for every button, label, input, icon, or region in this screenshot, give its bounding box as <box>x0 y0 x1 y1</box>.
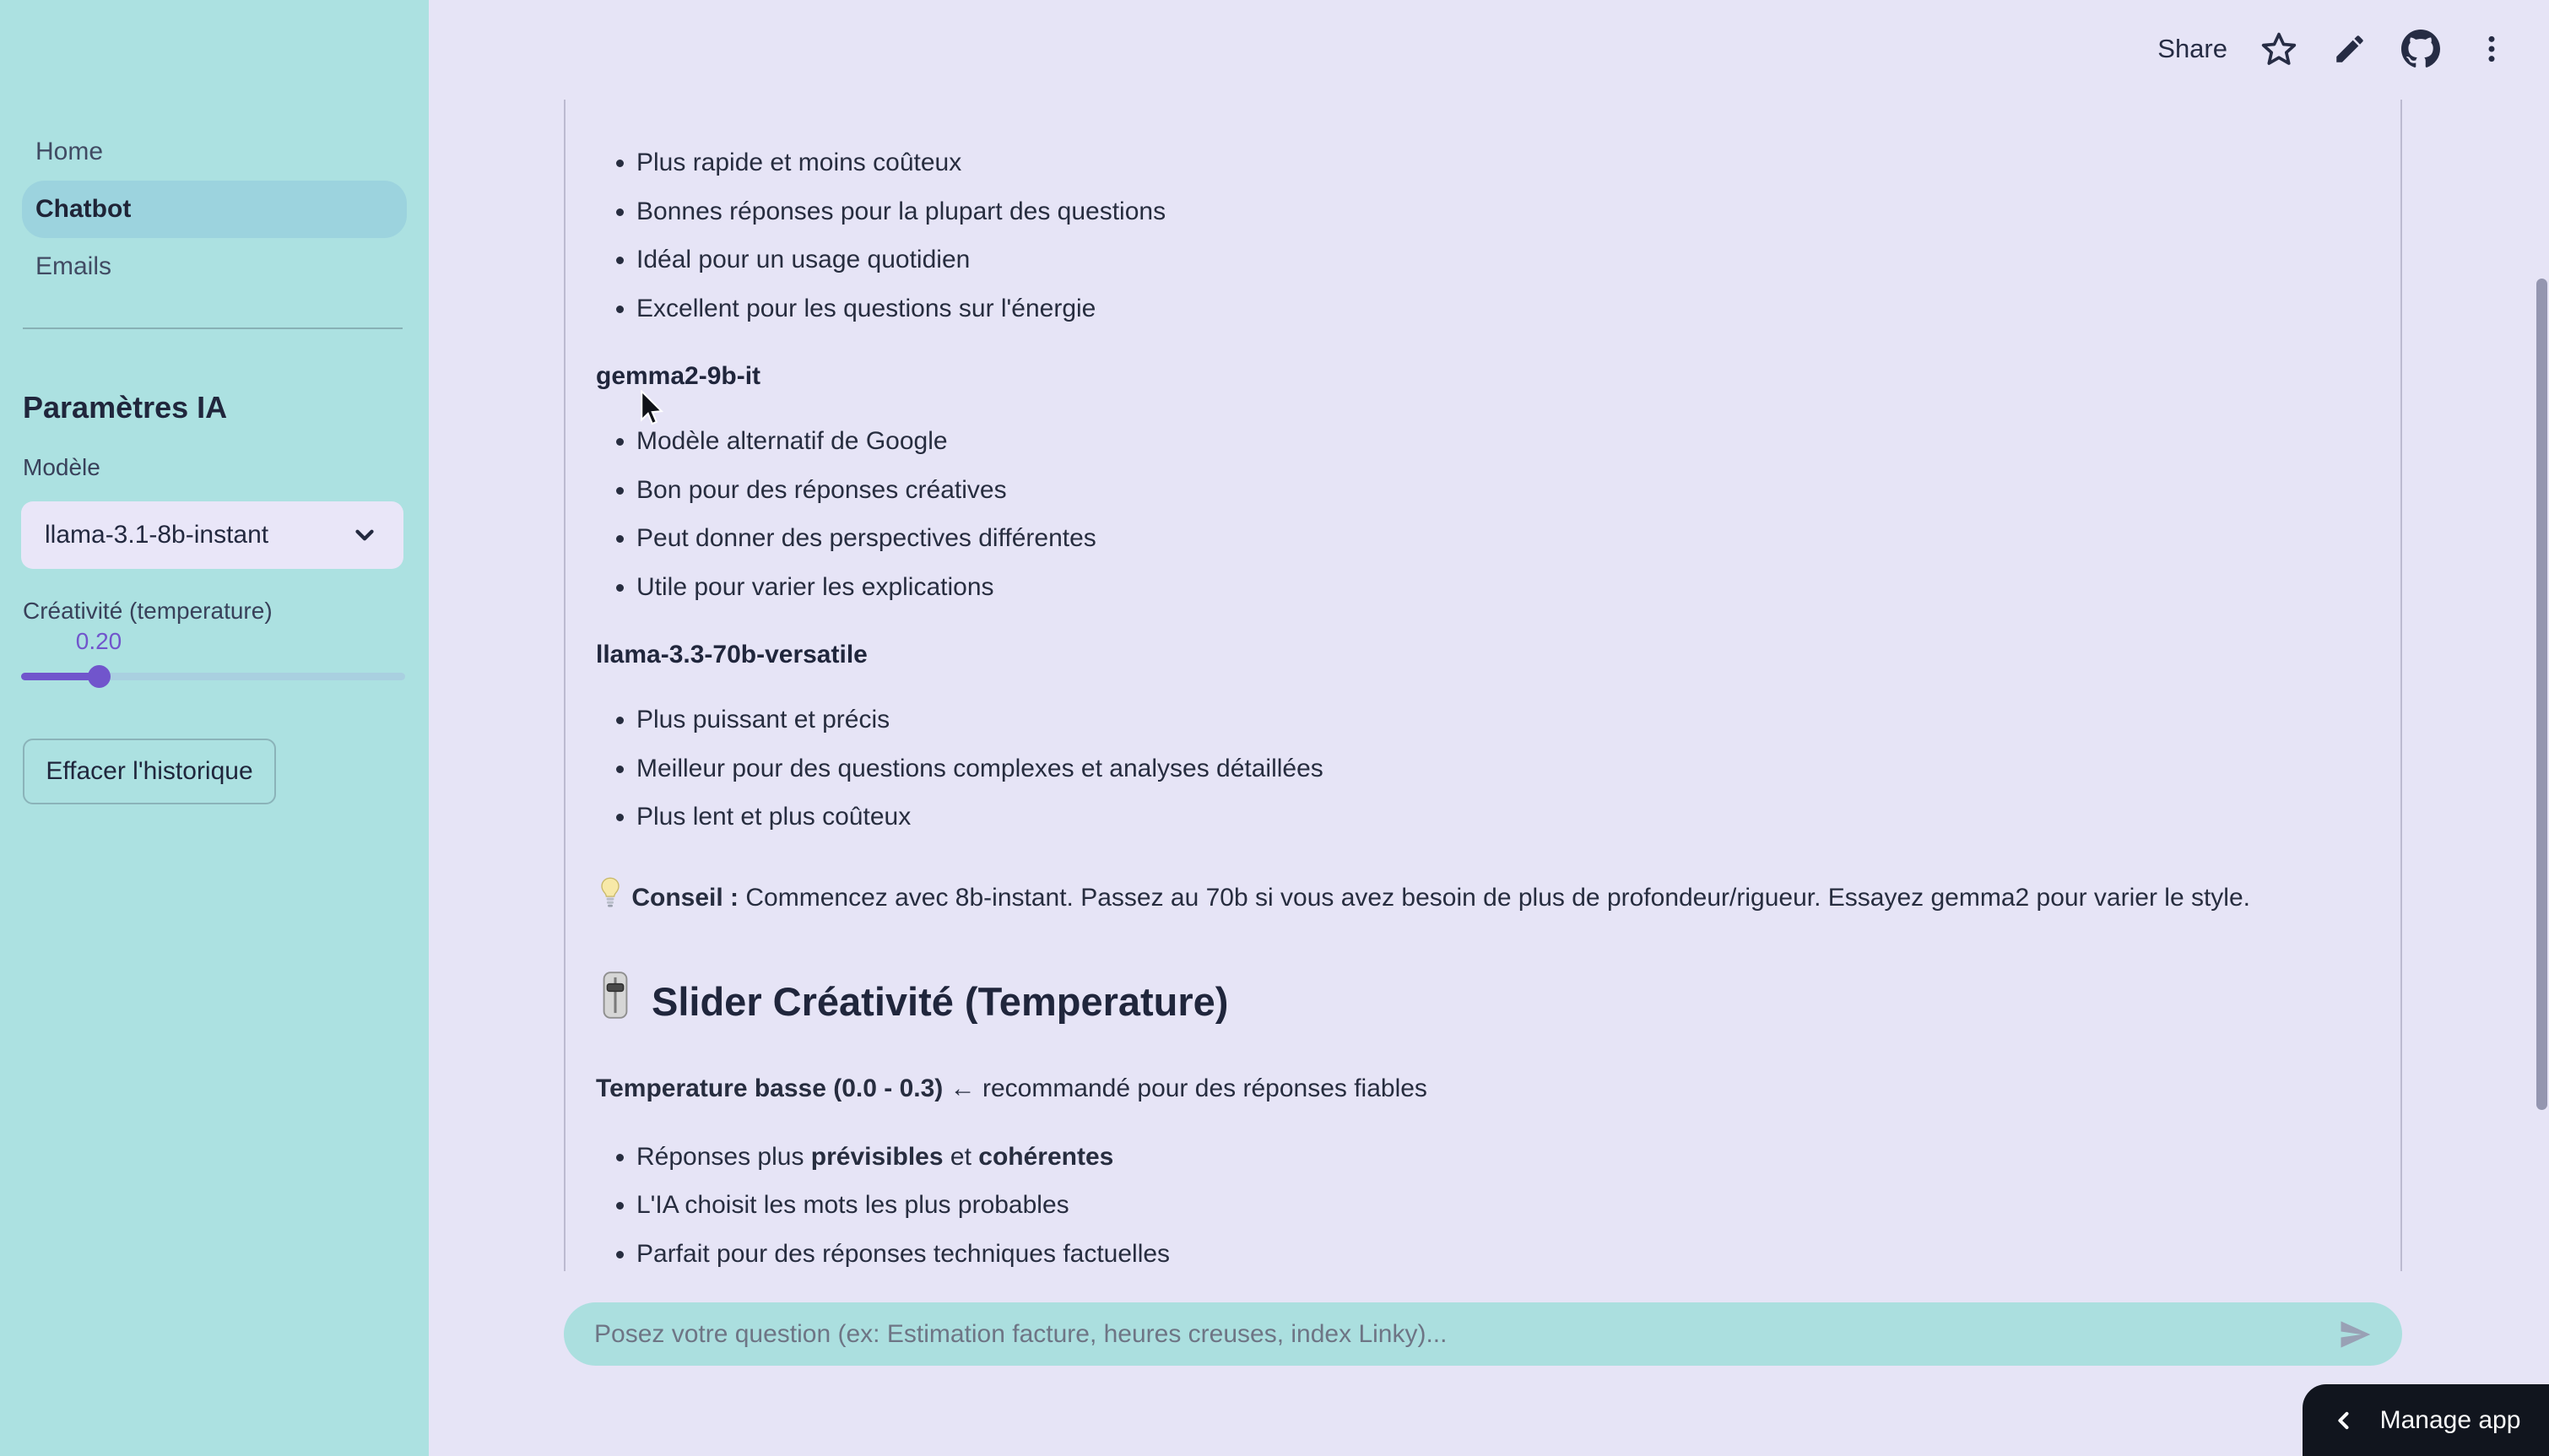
sidebar-item-emails[interactable] <box>22 238 407 295</box>
kebab-menu-icon[interactable] <box>2472 30 2511 68</box>
list-item-bold: cohérentes <box>978 1142 1114 1171</box>
chat-input[interactable] <box>594 1320 2333 1349</box>
tip-paragraph <box>596 877 2370 922</box>
scrollbar-thumb[interactable] <box>2536 279 2547 1110</box>
list-item: • Utile pour varier les explications <box>636 563 2370 612</box>
list-item: • Plus puissant et précis <box>636 696 2370 744</box>
lightbulb-icon <box>596 877 625 922</box>
model-select-value: llama-3.1-8b-instant <box>45 521 269 549</box>
pencil-icon[interactable] <box>2330 30 2369 68</box>
sidebar-item-label: Home <box>35 138 104 165</box>
list-item-text: L'IA choisit les mots les plus probables <box>636 1191 1069 1219</box>
chevron-down-icon <box>349 520 380 550</box>
temp-low-paragraph <box>596 1070 2370 1107</box>
level-slider-icon <box>596 971 635 1033</box>
list-item-bold: prévisibles <box>810 1142 944 1171</box>
app-toolbar <box>2157 25 2511 73</box>
model-label: Modèle <box>23 454 100 480</box>
manage-app-button[interactable] <box>2303 1384 2549 1456</box>
list-item <box>636 1230 2370 1272</box>
fast-model-bullet-list <box>596 138 2370 333</box>
sidebar-nav <box>0 123 429 295</box>
llama70b-bullet-list <box>596 696 2370 842</box>
github-icon[interactable] <box>2401 30 2440 68</box>
section-heading-slider <box>596 971 2370 1033</box>
temperature-slider-value: 0.20 <box>75 628 122 654</box>
list-item: • Peut donner des perspectives différentes <box>636 514 2370 563</box>
sidebar-divider <box>23 327 403 329</box>
sidebar-item-chatbot[interactable] <box>22 181 407 238</box>
list-item: • Bon pour des réponses créatives <box>636 466 2370 515</box>
temperature-slider-track[interactable] <box>21 673 405 680</box>
share-button[interactable]: Share <box>2157 34 2227 63</box>
list-item: • Idéal pour un usage quotidien <box>636 235 2370 284</box>
model-select[interactable] <box>21 501 403 569</box>
list-item <box>636 1181 2370 1230</box>
temperature-slider-thumb[interactable] <box>88 665 111 688</box>
list-item-text: Réponses plus <box>636 1142 811 1171</box>
section-heading-text: Slider Créativité (Temperature) <box>652 978 1229 1024</box>
tip-text: Commencez avec 8b-instant. Passez au 70b si vous avez besoin de plus de profondeur/rigueur. Essayez gemma2 pour varier le style. <box>739 883 2250 912</box>
list-item-text: Parfait pour des réponses techniques factuelles <box>636 1239 1171 1268</box>
send-icon[interactable] <box>2333 1313 2377 1356</box>
markdown-content <box>566 100 2400 1271</box>
list-item: • Bonnes réponses pour la plupart des questions <box>636 187 2370 236</box>
list-item: • Meilleur pour des questions complexes et analyses détaillées <box>636 744 2370 793</box>
tip-bold-text: Conseil : <box>631 883 739 912</box>
manage-app-label: Manage app <box>2379 1405 2521 1434</box>
list-item: • Plus rapide et moins coûteux <box>636 138 2370 187</box>
temp-low-text: ← recommandé pour des réponses fiables <box>943 1074 1427 1102</box>
sidebar-item-label: Chatbot <box>35 195 132 223</box>
list-item <box>636 1133 2370 1182</box>
low-temp-bullet-list <box>596 1133 2370 1272</box>
sidebar-item-label: Emails <box>35 252 112 280</box>
model-heading-llama70b: llama-3.3-70b-versatile <box>596 641 868 668</box>
list-item: • Modèle alternatif de Google <box>636 417 2370 466</box>
chat-input-bar <box>564 1302 2402 1366</box>
model-heading-gemma: gemma2-9b-it <box>596 362 761 390</box>
list-item: • Plus lent et plus coûteux <box>636 793 2370 842</box>
clear-history-button-label: Effacer l'historique <box>46 757 253 785</box>
chat-content-container <box>564 100 2402 1271</box>
sidebar <box>0 0 429 1456</box>
list-item: • Excellent pour les questions sur l'énergie <box>636 284 2370 333</box>
list-item-text: et <box>943 1142 979 1171</box>
settings-title: Paramètres IA <box>23 390 228 425</box>
temp-low-bold: Temperature basse (0.0 - 0.3) <box>596 1074 944 1102</box>
star-icon[interactable] <box>2259 30 2298 68</box>
clear-history-button[interactable] <box>23 739 276 804</box>
chevron-left-icon <box>2331 1404 2357 1437</box>
sidebar-item-home[interactable] <box>22 123 407 181</box>
temperature-slider-label: Créativité (temperature) <box>23 598 273 624</box>
gemma-bullet-list <box>596 417 2370 611</box>
